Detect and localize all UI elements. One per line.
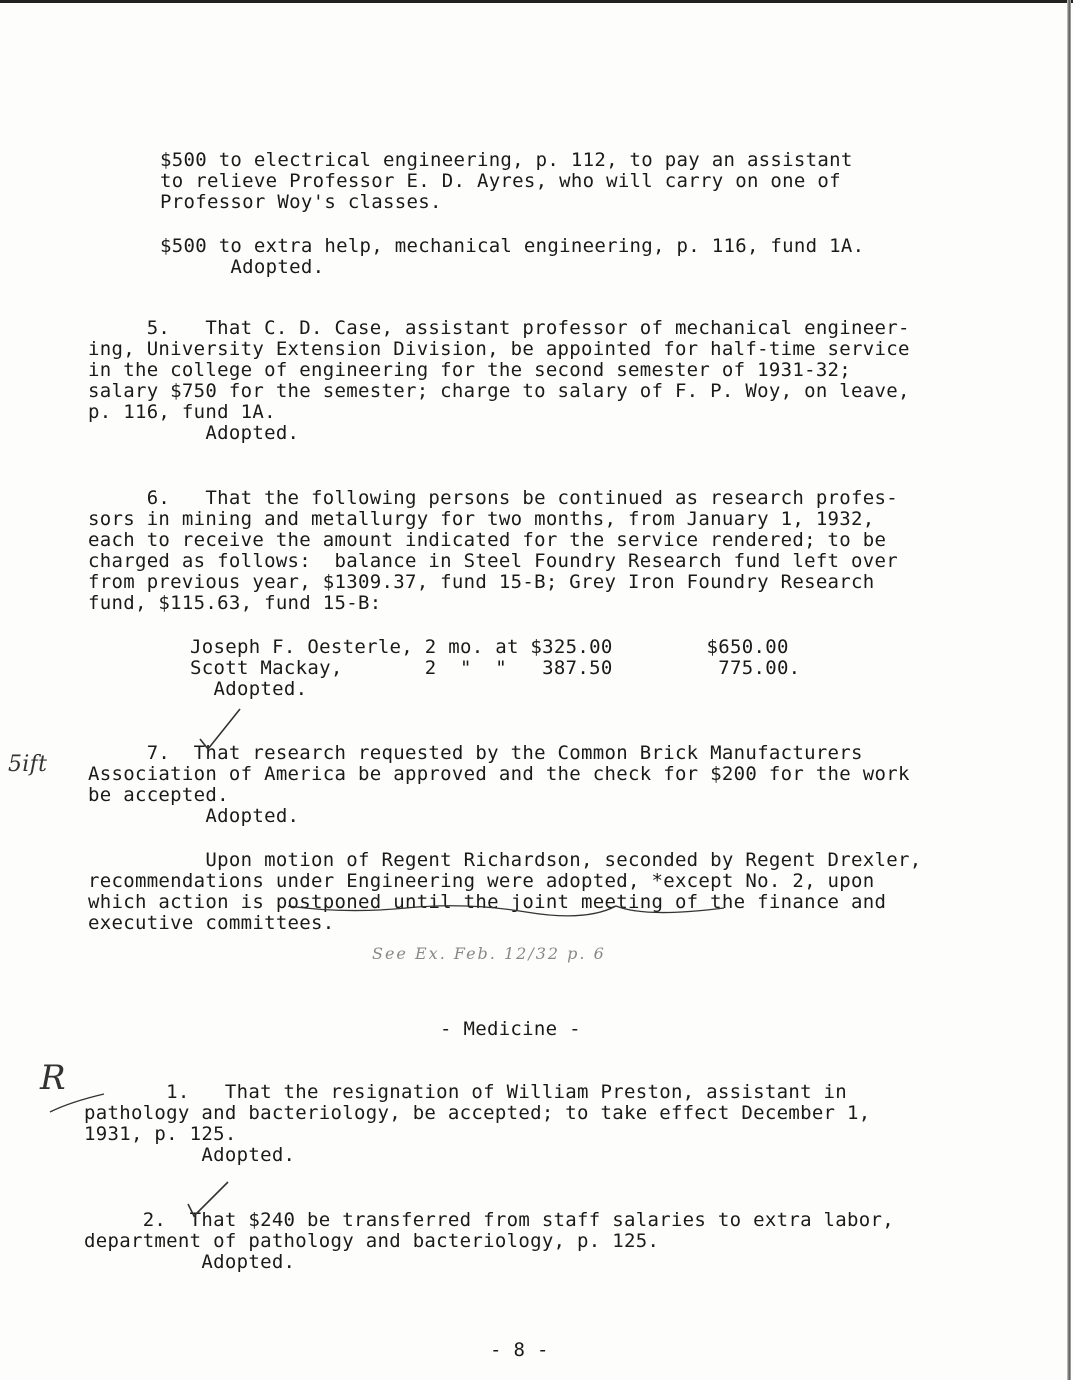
paragraph-motion: Upon motion of Regent Richardson, seconded by Regent Drexler, recommendations under Engineering were adopted, *except No. 2, upon which action is postponed until the joint meeting of the finance and executive committees.: [88, 849, 922, 934]
salary-table: Joseph F. Oesterle, 2 mo. at $325.00 $650.00 Scott Mackay, 2 " " 387.50 775.00. Adopted.: [190, 636, 801, 700]
handwritten-underline-icon: [286, 898, 726, 928]
paragraph-item-5: 5. That C. D. Case, assistant professor of mechanical engineer- ing, University Extension Division, be appointed for half-time service in the college of engineering for the second semester of 1931-32; salary $750 for the semester; charge to salary of F. P. Woy, on leave, p. 116, fund 1A. Adopted.: [88, 317, 910, 444]
paragraph-mechanical-engineering: $500 to extra help, mechanical engineering, p. 116, fund 1A. Adopted.: [160, 235, 865, 278]
paragraph-electrical-engineering: $500 to electrical engineering, p. 112, to pay an assistant to relieve Professor E. D. Ayres, who will carry on one of Professor Woy's classes.: [160, 149, 853, 213]
paragraph-medicine-2: 2. That $240 be transferred from staff salaries to extra labor, department of pathology and bacteriology, p. 125. Adopted.: [84, 1209, 894, 1273]
checkmark-icon: [196, 705, 246, 753]
margin-note-medicine: R: [40, 1058, 66, 1098]
handwritten-reference-note: See Ex. Feb. 12/32 p. 6: [372, 944, 606, 963]
section-heading-medicine: - Medicine -: [440, 1018, 581, 1040]
checkmark-icon: [184, 1180, 234, 1220]
paragraph-item-6: 6. That the following persons be continued as research profes- sors in mining and metallurgy for two months, from January 1, 1932, each to receive the amount indicated for the service rendered; to be charged as follows: balance in Steel Foundry Research fund left over from previous year, $1309.37, fund 15-B; Grey Iron Foundry Research fund, $115.63, fund 15-B:: [88, 487, 898, 614]
page-number: - 8 -: [490, 1339, 549, 1361]
margin-stroke-icon: [30, 1080, 110, 1116]
paragraph-item-7: 7. That research requested by the Common Brick Manufacturers Association of America be approved and the check for $200 for the work be accepted. Adopted.: [88, 742, 910, 827]
margin-note-item7: 5ift: [8, 752, 48, 777]
paragraph-medicine-1: 1. That the resignation of William Preston, assistant in pathology and bacteriology, be accepted; to take effect December 1, 1931, p. 125. Adopted.: [84, 1081, 871, 1166]
page-top-edge: [0, 0, 1073, 3]
page-right-edge: [1067, 0, 1071, 1380]
